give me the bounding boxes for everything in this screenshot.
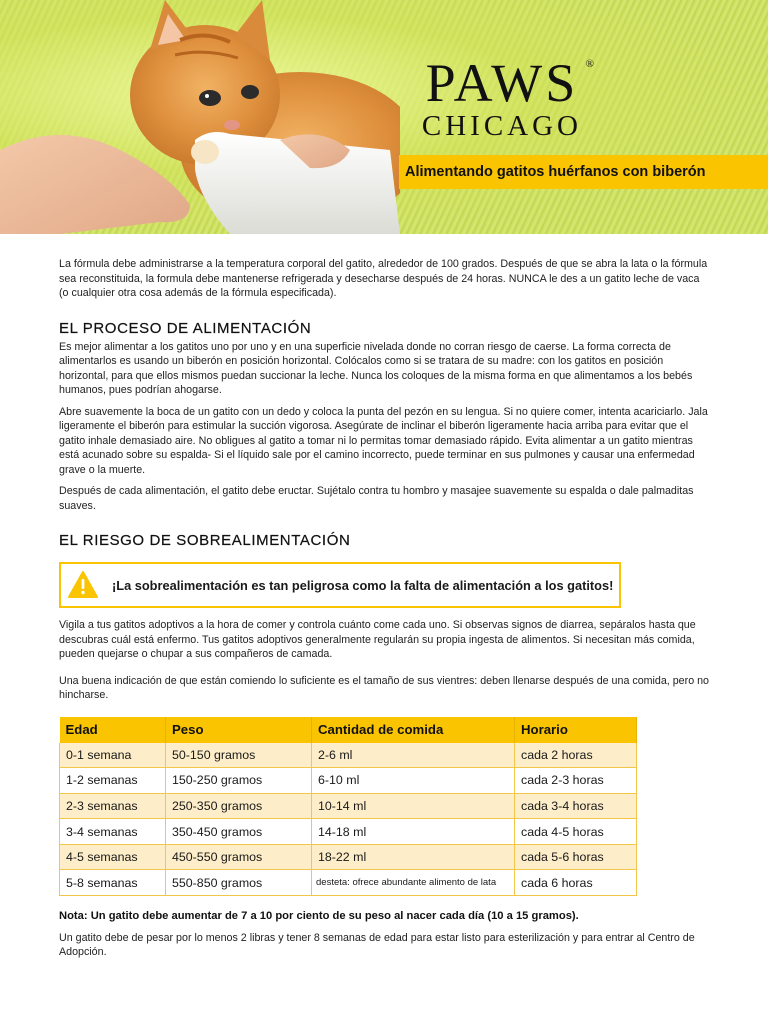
cell-food-amount: 6-10 ml: [312, 768, 515, 794]
cell-schedule: cada 3-4 horas: [515, 793, 637, 819]
cell-weight: 550-850 gramos: [166, 870, 312, 896]
cell-age: 3-4 semanas: [60, 819, 166, 845]
cell-food-amount: 14-18 ml: [312, 819, 515, 845]
table-header-row: [60, 717, 637, 743]
cell-weight: 450-550 gramos: [166, 844, 312, 870]
weight-gain-note: Nota: Un gatito debe aumentar de 7 a 10 por ciento de su peso al nacer cada día (10 a 15 gramos).: [59, 910, 579, 923]
title-banner: [399, 155, 768, 189]
feeding-paragraph-3: Después de cada alimentación, el gatito debe eructar. Sujétalo contra tu hombro y masajee suavemente su espalda o dale palmaditas suaves.: [59, 485, 694, 512]
cell-weight: 350-450 gramos: [166, 819, 312, 845]
cell-food-amount: 2-6 ml: [312, 743, 515, 768]
section-heading-feeding: EL PROCESO DE ALIMENTACIÓN: [59, 319, 312, 337]
table-row: [60, 870, 637, 896]
warning-box: [59, 562, 621, 608]
cell-age: 2-3 semanas: [60, 793, 166, 819]
header-age: Edad: [60, 717, 166, 743]
header-food-amount: Cantidad de comida: [312, 717, 515, 743]
hero-photo: [0, 0, 768, 234]
kitten-bottle-image: [0, 0, 400, 234]
cell-schedule: cada 5-6 horas: [515, 844, 637, 870]
cell-age: 1-2 semanas: [60, 768, 166, 794]
logo-paws: PAWS: [425, 53, 579, 113]
cell-weight: 150-250 gramos: [166, 768, 312, 794]
feeding-paragraph-1: Es mejor alimentar a los gatitos uno por uno y en una superficie nivelada donde no corran riesgo de caerse. La forma correcta de alimentarlos es usando un biberón en posición horizontal. Colócalos como si se tratara de su madre: con los gatitos en posición horizontal, para que ellos mismos puedan succionar la leche. Nunca los coloques de la misma forma en que alimentamos a los bebés humanos, pues podrían ahogarse.: [59, 340, 693, 396]
cell-weight: 250-350 gramos: [166, 793, 312, 819]
cell-schedule: cada 4-5 horas: [515, 819, 637, 845]
cell-weight: 50-150 gramos: [166, 743, 312, 768]
cell-food-amount: desteta: ofrece abundante alimento de lata: [312, 870, 515, 896]
cell-schedule: cada 6 horas: [515, 870, 637, 896]
page-title: Alimentando gatitos huérfanos con biberón: [405, 164, 706, 180]
cell-food-amount: 10-14 ml: [312, 793, 515, 819]
logo-registered-mark: ®: [585, 58, 594, 70]
paws-chicago-logo: [421, 53, 594, 142]
header-schedule: Horario: [515, 717, 637, 743]
table-row: [60, 819, 637, 845]
intro-paragraph: La fórmula debe administrarse a la temperatura corporal del gatito, alrededor de 100 grados. Después de que se abra la lata o la fórmula sea reconstituida, la formula debe mantenerse refrigerada y desecharse después de 24 horas. NUNCA le des a un gatito leche de vaca (o cualquier otra cosa además de la fórmula especificada).: [59, 258, 708, 299]
cell-age: 0-1 semana: [60, 743, 166, 768]
main-content: [59, 257, 709, 960]
cell-schedule: cada 2 horas: [515, 743, 637, 768]
warning-triangle-icon: [68, 570, 98, 600]
cell-food-amount: 18-22 ml: [312, 844, 515, 870]
logo-chicago: CHICAGO: [421, 110, 582, 142]
table-row: [60, 844, 637, 870]
table-row: [60, 768, 637, 794]
cell-age: 5-8 semanas: [60, 870, 166, 896]
section-heading-overfeeding: EL RIESGO DE SOBREALIMENTACIÓN: [59, 532, 351, 549]
cell-age: 4-5 semanas: [60, 844, 166, 870]
overfeeding-paragraph-1: Vigila a tus gatitos adoptivos a la hora de comer y controla cuánto come cada uno. Si observas signos de diarrea, sepáralos hasta que descubras cuál está enfermo. Tus gatitos adoptivos generalmente regularán su propia ingesta de alimentos. Si necesitan más comida, pueden quejarse o chupar a sus compañeros de camada.: [59, 619, 696, 660]
table-row: [60, 743, 637, 768]
adoption-requirements-text: Un gatito debe de pesar por lo menos 2 libras y tener 8 semanas de edad para estar listo para esterilización y para entrar al Centro de Adopción.: [59, 931, 695, 959]
cell-schedule: cada 2-3 horas: [515, 768, 637, 794]
feeding-schedule-table: [59, 717, 637, 897]
feeding-paragraph-2: Abre suavemente la boca de un gatito con un dedo y coloca la punta del pezón en su lengua. Si no quiere comer, intenta acariciarlo. Jala ligeramente el biberón para estimular la succión vigorosa. Asegúrate de inclinar el biberón ligeramente hacia arriba para evitar que el gatito inhale demasiado aire. No obligues al gatito a tomar ni lo permitas tomar demasiado rápido. Evita alimentar a un gatito mientras está acunado sobre su espalda- Si el líquido sale por el camino incorrecto, puede terminar en sus pulmones y causar una enfermedad grave o la muerte.: [59, 405, 708, 476]
header-weight: Peso: [166, 717, 312, 743]
warning-text: ¡La sobrealimentación es tan peligrosa como la falta de alimentación a los gatitos!: [112, 577, 614, 593]
overfeeding-paragraph-2: Una buena indicación de que están comiendo lo suficiente es el tamaño de sus vientres: deben llenarse después de una comida, pero no hincharse.: [59, 674, 709, 701]
table-row: [60, 793, 637, 819]
